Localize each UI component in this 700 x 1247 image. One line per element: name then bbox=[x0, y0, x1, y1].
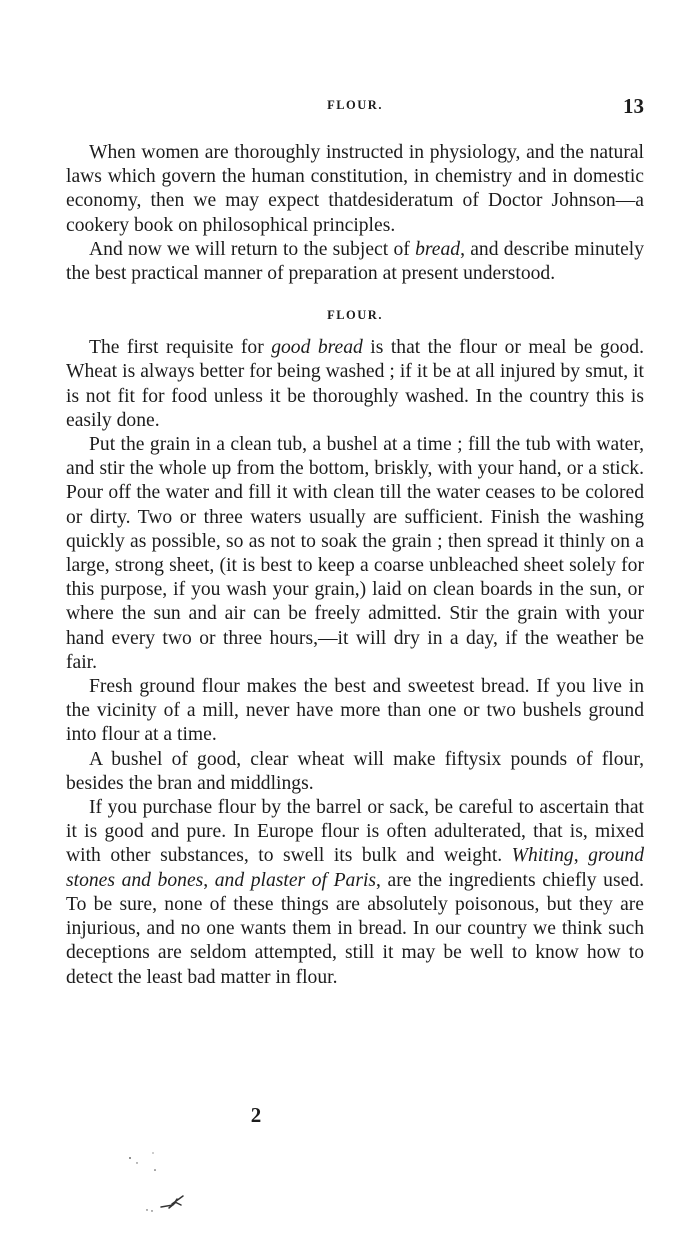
body-text bbox=[66, 141, 644, 990]
paragraph-fresh-ground: Fresh ground flour makes the best and sweetest bread. If you live in the vicinity of a mill, never have more than one or two bushels ground into flour at a time. bbox=[66, 676, 644, 746]
paragraph-physiology: When women are thoroughly instructed in physiology, and the natural laws which govern the human constitution, in chemistry and in domestic economy, then we may expect thatdesideratum of Doctor Johnson—a cookery book on philosophical principles. bbox=[66, 142, 644, 236]
ink-specks bbox=[125, 1150, 205, 1230]
paragraph-washing-grain: Put the grain in a clean tub, a bushel at a time ; fill the tub with water, and stir the whole up from the bottom, briskly, with your hand, or a stick. Pour off the water and fill it with clean till the water ceases to be colored or dirty. Two or three waters usually are sufficient. Finish the washing quickly as possible, so as not to soak the grain ; then spread it thinly on a large, strong sheet, (it is best to keep a coarse unbleached sheet solely for this purpose, if you wash your grain,) laid on clean boards in the sun, or where the sun and air can be freely admitted. Stir the grain with your hand every two or three hours,—it will dry in a day, if the weather be fair. bbox=[66, 434, 644, 673]
section-heading-flour: FLOUR. bbox=[327, 308, 383, 323]
paragraph-first-requisite: The first requisite for good bread is that the flour or meal be good. Wheat is always better for being washed ; if it be at all injured by smut, it is not fit for food unless it be thoroughly washed. In the country this is easily done. bbox=[66, 337, 644, 431]
running-head bbox=[66, 94, 644, 120]
paragraph-return-to-bread: And now we will return to the subject of bread, and describe minutely the best practical manner of preparation at present understood. bbox=[66, 238, 645, 285]
paragraph-adulteration: If you purchase flour by the barrel or sack, be careful to ascertain that it is good and pure. In Europe flour is often adulterated, that is, mixed with other substances, to swell its bulk and weight. Whiting, ground stones and bones, and plaster of Paris, are the ingredients chiefly used. To be sure, none of these things are absolutely poisonous, but they are injurious, and no one wants them in bread. In our country we think such deceptions are seldom attempted, still it may be well to know how to detect the least bad matter in flour. bbox=[66, 797, 644, 988]
page-number: 13 bbox=[623, 94, 644, 118]
signature-mark: 2 bbox=[250, 1103, 262, 1127]
running-title: FLOUR. bbox=[327, 98, 383, 112]
paragraph-bushel-yield: A bushel of good, clear wheat will make fiftysix pounds of flour, besides the bran and middlings. bbox=[66, 748, 644, 794]
